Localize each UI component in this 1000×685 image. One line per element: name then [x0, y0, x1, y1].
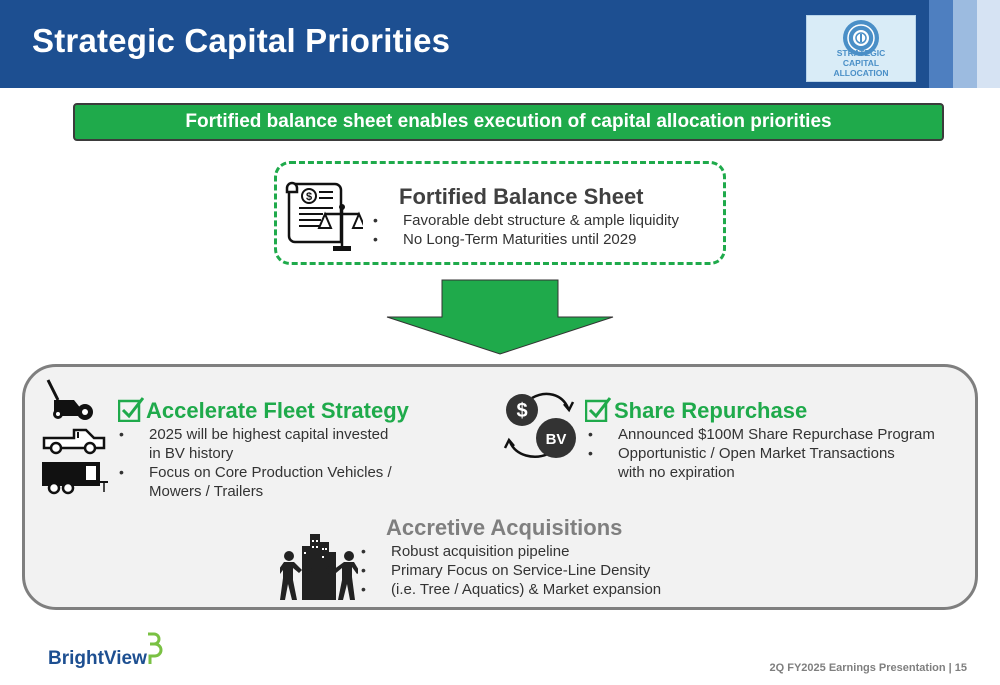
checkmark-icon [585, 396, 611, 422]
list-item: • No Long-Term Maturities until 2029 [373, 230, 679, 249]
fortified-balance-sheet-box [274, 161, 726, 265]
brightview-logo [48, 632, 178, 672]
checkmark-icon [118, 396, 144, 422]
trailer-icon [42, 462, 108, 493]
list-item: • Announced $100M Share Repurchase Program [588, 425, 935, 444]
header-bar [0, 0, 1000, 88]
header-stripe [953, 0, 977, 88]
footer-page-label: 2Q FY2025 Earnings Presentation | 15 [769, 662, 967, 674]
document-scale-icon [283, 178, 363, 256]
list-item: • (i.e. Tree / Aquatics) & Market expansion [361, 580, 661, 599]
strategic-capital-allocation-badge [806, 15, 916, 82]
team-puzzle-city-icon [280, 530, 358, 600]
fortified-bullets [373, 211, 679, 249]
fortified-title: Fortified Balance Sheet [399, 184, 644, 209]
summary-banner: Fortified balance sheet enables execution of capital allocation priorities [73, 103, 944, 141]
bv-icon-label: BV [545, 431, 567, 448]
badge-label: STRATEGIC CAPITAL ALLOCATION [833, 48, 889, 78]
logo-text: BrightView [48, 648, 147, 669]
list-item: • Opportunistic / Open Market Transactions with no expiration [588, 444, 935, 482]
header-stripe [929, 0, 953, 88]
mower-icon [48, 380, 93, 420]
svg-text:$: $ [305, 191, 313, 203]
acquisitions-title: Accretive Acquisitions [386, 515, 623, 540]
page-title: Strategic Capital Priorities [32, 22, 451, 59]
truck-icon [44, 430, 104, 453]
fleet-vehicles-icon [42, 376, 108, 498]
brightview-logo-mark [144, 632, 164, 668]
list-item: • 2025 will be highest capital invested in BV history [119, 425, 392, 463]
down-arrow-icon [386, 279, 614, 355]
list-item: • Primary Focus on Service-Line Density [361, 561, 661, 580]
repurchase-bullets [588, 425, 935, 482]
repurchase-title: Share Repurchase [614, 398, 808, 423]
acquisitions-bullets [361, 542, 661, 599]
fleet-bullets [119, 425, 392, 501]
dollar-bv-cycle-icon [502, 390, 580, 460]
list-item: • Focus on Core Production Vehicles / Mowers / Trailers [119, 463, 392, 501]
header-stripe [977, 0, 1000, 88]
list-item: • Robust acquisition pipeline [361, 542, 661, 561]
svg-text:$: $ [516, 400, 528, 422]
fleet-title: Accelerate Fleet Strategy [146, 398, 409, 423]
list-item: • Favorable debt structure & ample liquidity [373, 211, 679, 230]
